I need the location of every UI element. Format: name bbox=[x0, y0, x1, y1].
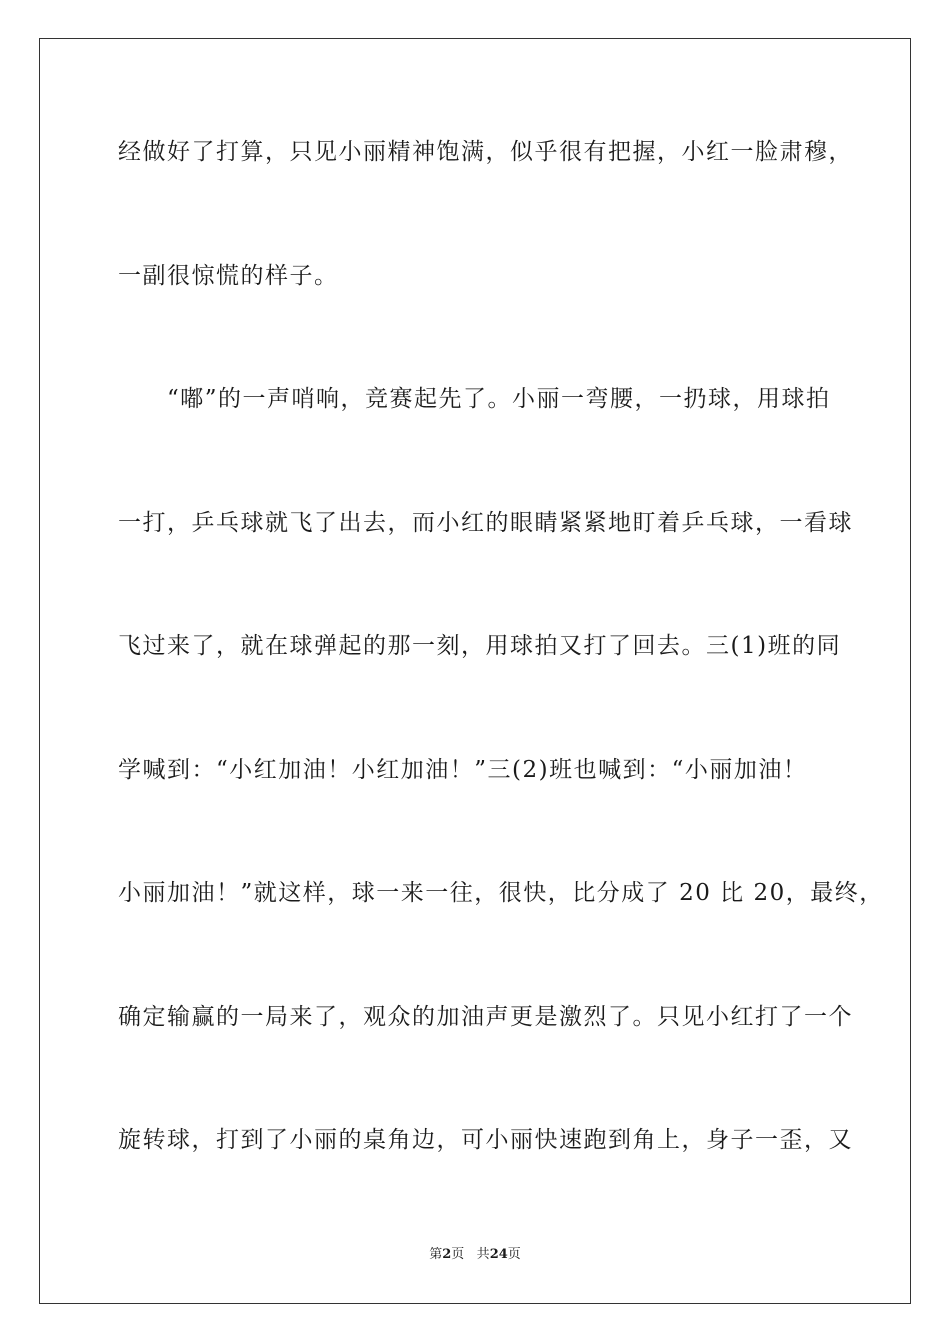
body-text-line: 飞过来了，就在球弹起的那一刻，用球拍又打了回去。三(1)班的同 bbox=[118, 633, 842, 659]
total-prefix: 共 bbox=[476, 1247, 490, 1262]
page-footer bbox=[0, 1246, 950, 1264]
page-prefix: 第 bbox=[429, 1247, 443, 1262]
body-text-line: “嘟”的一声哨响，竞赛起先了。小丽一弯腰，一扔球，用球拍 bbox=[118, 386, 831, 412]
page-number: 2 bbox=[442, 1247, 452, 1262]
body-text-line: 一打，乒乓球就飞了出去，而小红的眼睛紧紧地盯着乒乓球，一看球 bbox=[118, 510, 853, 536]
total-suffix: 页 bbox=[507, 1247, 521, 1262]
body-text-line: 一副很惊慌的样子。 bbox=[118, 263, 339, 289]
body-text-line: 旋转球，打到了小丽的桌角边，可小丽快速跑到角上，身子一歪，又 bbox=[118, 1127, 853, 1153]
page-border bbox=[39, 38, 911, 1304]
body-text-line: 确定输赢的一局来了，观众的加油声更是激烈了。只见小红打了一个 bbox=[118, 1004, 853, 1030]
body-text-line: 经做好了打算，只见小丽精神饱满，似乎很有把握，小红一脸肃穆， bbox=[118, 139, 853, 165]
total-pages: 24 bbox=[489, 1247, 508, 1262]
body-text-line: 学喊到：“小红加油！小红加油！”三(2)班也喊到：“小丽加油！ bbox=[118, 757, 808, 783]
body-text-line: 小丽加油！”就这样，球一来一往，很快，比分成了 20 比 20，最终， bbox=[118, 880, 884, 906]
page-suffix: 页 bbox=[451, 1247, 465, 1262]
